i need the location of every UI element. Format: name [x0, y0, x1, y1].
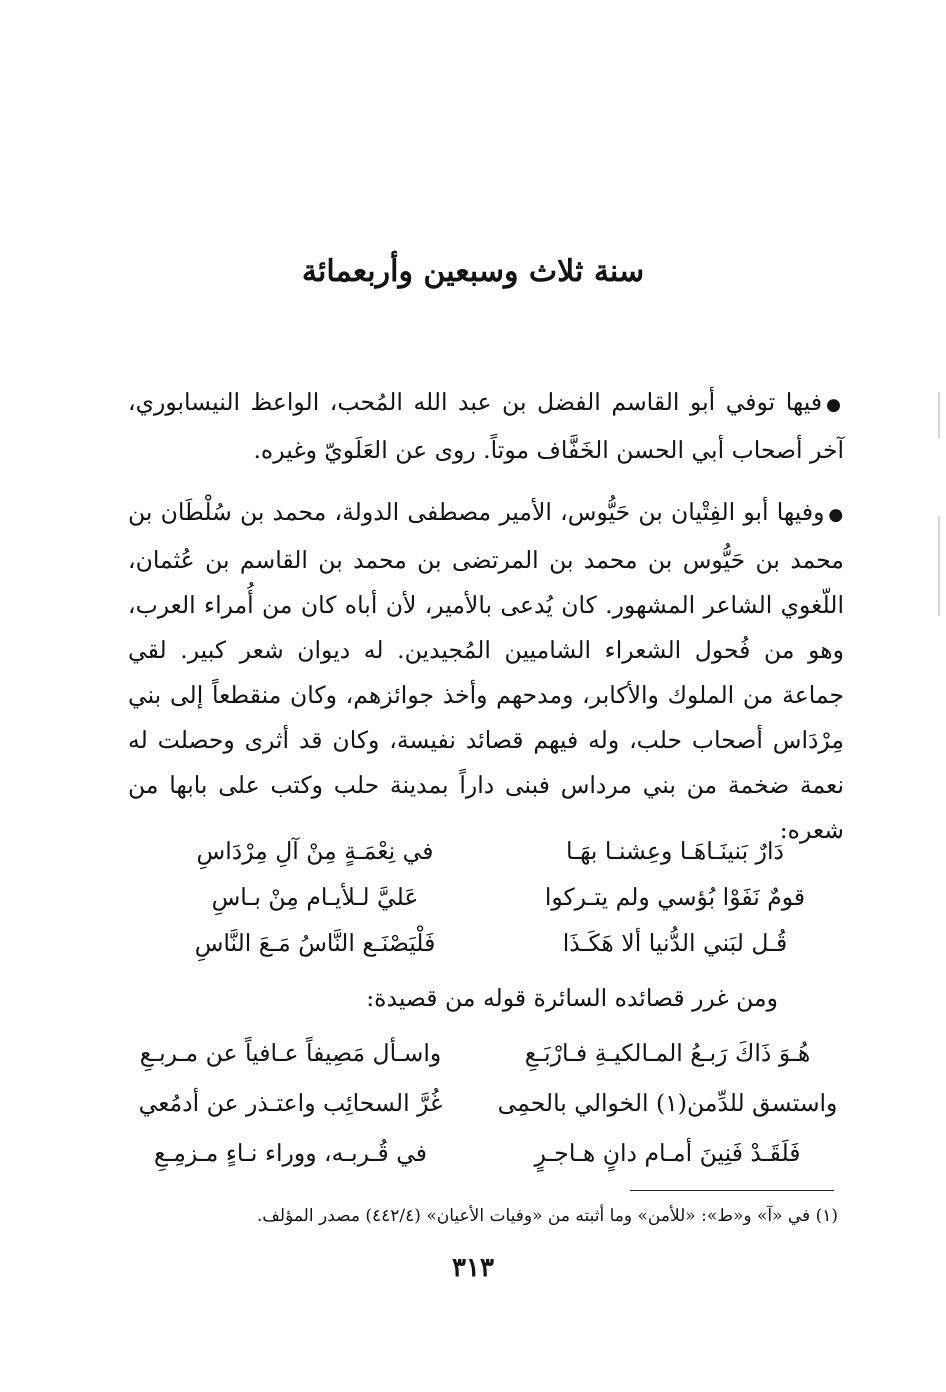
poem1-verse	[150, 828, 840, 874]
poem2-intro: ومن غرر قصائده السائرة قوله من قصيدة:	[366, 984, 778, 1012]
verse-second-hemistich: فَلْيَصْنَـع النَّاسُ مَـعَ النَّاسِ	[194, 929, 436, 957]
footnote-divider	[630, 1190, 834, 1191]
page-number: ٣١٣	[452, 1253, 494, 1283]
poem2-verse	[118, 1130, 840, 1176]
verse-first-hemistich: فَلَقَـدْ فَنِينَ أمـام دانٍ هـاجـرٍ	[534, 1139, 801, 1167]
bullet-icon: ●	[826, 395, 844, 415]
poem2-verse	[118, 1030, 840, 1076]
verse-second-hemistich: عَليَّ لـلأيـام مِنْ بـاسِ	[211, 883, 419, 911]
obituary-paragraph-1	[128, 380, 844, 473]
poem2-verse	[118, 1080, 840, 1126]
verse-second-hemistich: غُرَّ السحائِب واعتـذر عن أدمُعي	[138, 1089, 443, 1117]
footnote: (١) في «آ» و«ط»: «للأمن» وما أثبته من «وفيات الأعيان» (٤٤٢/٤) مصدر المؤلف.	[256, 1206, 838, 1226]
paragraph-text: وفيها أبو الفِتْيان بن حَيُّوس، الأمير مصطفى الدولة، محمد بن سُلْطَان بن محمد بن حَيُّوس بن محمد بن المرتضى بن محمد بن القاسم بن عُثمان، اللّغوي الشاعر المشهور. كان يُدعى بالأمير، لأن أباه كان من أُمراء العرب، وهو من فُحول الشعراء الشاميين المُجيدين. له ديوان شعر كبير. لقي جماعة من الملوك والأكابر، ومدحهم وأخذ جوائزهم، وكان منقطعاً إلى بني مِرْدَاس أصحاب حلب، وله فيهم قصائد نفيسة، وكان قد أثرى وحصلت له نعمة ضخمة من بني مرداس فبنى داراً بمدينة حلب وكتب على بابها من شعره:	[128, 498, 844, 844]
poem1-verse	[150, 874, 840, 920]
verse-first-hemistich: قومٌ نَفَوْا بُؤسي ولم يتـركوا	[544, 883, 806, 911]
verse-first-hemistich: واستسق للدِّمن(١) الخوالي بالحمِى	[497, 1089, 838, 1117]
verse-second-hemistich: في قُـربـه، ووراء نـاءٍ مـزمِـعِ	[153, 1139, 428, 1167]
verse-first-hemistich: قُـل لبَني الدُّنيا ألا هَكَـذَا	[562, 929, 788, 957]
bullet-icon: ●	[828, 505, 844, 525]
page-edge-shadow	[938, 516, 940, 616]
verse-second-hemistich: واسـأل مَصِيفاً عـافياً عن مـربـعِ	[139, 1039, 442, 1067]
poem1-verse	[150, 920, 840, 966]
verse-second-hemistich: في نِعْمَـةٍ مِنْ آلِ مِرْدَاسِ	[196, 837, 434, 865]
obituary-paragraph-2	[128, 490, 844, 853]
paragraph-text: فيها توفي أبو القاسم الفضل بن عبد الله المُحب، الواعظ النيسابوري، آخر أصحاب أبي الحسن الخَفَّاف موتاً. روى عن العَلَويّ وغيره.	[128, 388, 844, 464]
verse-first-hemistich: هُـوَ ذَاكَ رَبـعُ المـالكيـةِ فـارْبَـعِ	[524, 1039, 811, 1067]
chapter-heading: سنة ثلاث وسبعين وأربعمائة	[301, 254, 645, 289]
page-edge-shadow	[938, 392, 940, 438]
verse-first-hemistich: دَارٌ بَنينَـاهَـا وعِشنـا بهَـا	[566, 837, 784, 865]
